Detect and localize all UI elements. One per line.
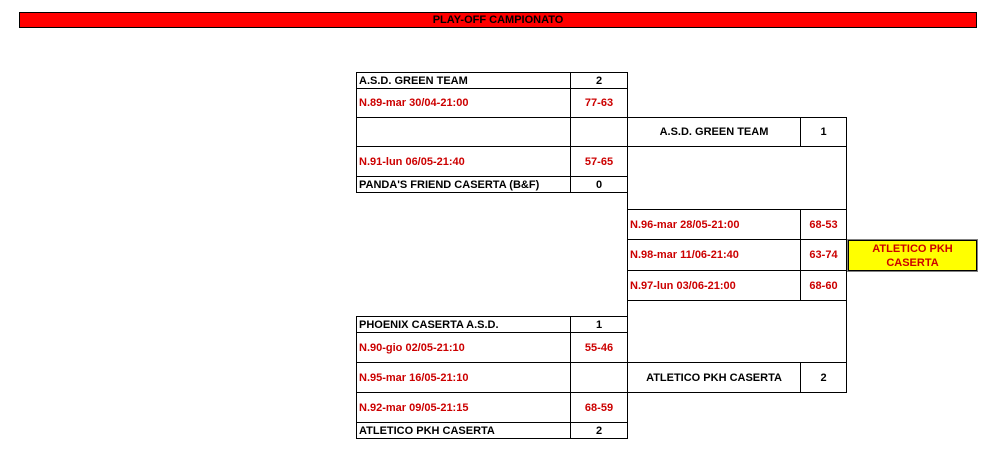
bracket-connector: [627, 300, 628, 363]
game-label: N.91-lun 06/05-21:40: [356, 146, 571, 177]
game-score: 63-74: [800, 239, 847, 271]
bracket-connector: [627, 147, 628, 210]
game-score: 68-59: [570, 392, 628, 423]
series-wins: 2: [570, 72, 628, 89]
game-score: 57-65: [570, 146, 628, 177]
series-wins: 1: [800, 117, 847, 147]
game-label: N.95-mar 16/05-21:10: [356, 362, 571, 393]
series-wins: 1: [570, 316, 628, 333]
game-label: N.92-mar 09/05-21:15: [356, 392, 571, 423]
empty-cell: [356, 117, 571, 147]
bracket-connector: [846, 147, 847, 363]
game-label: N.89-mar 30/04-21:00: [356, 88, 571, 118]
page-title: PLAY-OFF CAMPIONATO: [19, 12, 977, 28]
series-wins: 0: [570, 176, 628, 193]
empty-cell: [570, 117, 628, 147]
game-score: 68-60: [800, 270, 847, 301]
team-name: A.S.D. GREEN TEAM: [627, 117, 801, 147]
team-name: PANDA'S FRIEND CASERTA (B&F): [356, 176, 571, 193]
game-score: 77-63: [570, 88, 628, 118]
game-label: N.97-lun 03/06-21:00: [627, 270, 801, 301]
team-name: ATLETICO PKH CASERTA: [356, 422, 571, 439]
team-name: ATLETICO PKH CASERTA: [627, 362, 801, 393]
game-label: N.96-mar 28/05-21:00: [627, 209, 801, 240]
game-label: N.98-mar 11/06-21:40: [627, 239, 801, 271]
champion-box: ATLETICO PKH CASERTA: [848, 240, 977, 271]
team-name: A.S.D. GREEN TEAM: [356, 72, 571, 89]
game-score: 55-46: [570, 332, 628, 363]
game-label: N.90-gio 02/05-21:10: [356, 332, 571, 363]
series-wins: 2: [570, 422, 628, 439]
team-name: PHOENIX CASERTA A.S.D.: [356, 316, 571, 333]
game-score: [570, 362, 628, 393]
game-score: 68-53: [800, 209, 847, 240]
series-wins: 2: [800, 362, 847, 393]
